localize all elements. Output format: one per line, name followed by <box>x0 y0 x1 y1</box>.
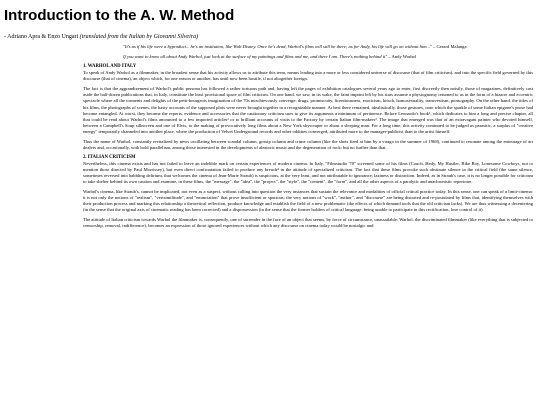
byline-authors: - Adriano Apra & Enzo Ungari <box>4 34 79 40</box>
paragraph: The fact is that the aggrandizement of Warhol's public persona has followed a rather tortuous path and, having left the pages of exhibition catalogues several years ago to enter, first discreetly then noisily, those of magazines, definitively cast aside the half-dozen publications that, in Italy, constitute the least provisional space of film criticism. On one hand, we saw, in its wake, the faint imprint left by his stars assume a physiognomy returned to us in the form of a bizarre and eccentric spectacle where all the torments and delights of the petit-bourgeois imagination of the 70s mischievously converge: drugs, promiscuity, licentiousness, exoticism, kitsch, homosexuality, transvestism, pornography. On the other hand, the titles of his films, the photographs of scenes, the hasty accounts of the supposed plots were never brought together in a recognizable manner. At best there remained, idealistically, those gestures, onto which the sparkle of some Italian epigone's prose had become entangled. At worst, they became the reports, evidence and accessories that the cautionary criticism uses to give its arguments a minimum of pertinence. Before Leonardo's book¹, which dedicates to him a long and precise chapter, all that could be read about Warhol's films amounted to a few imported articles² or to brilliant accounts of visits to the Factory by certain Italian film-makers³. The image that emerged was that of an extravagant painter who devoted himself, between a Campbell's Soup silkscreen and one of Elvis, to the making of provocatively long films about a New York skyscraper or about a sleeping man. For a long time, this activity continued to be judged as parasitic, a surplus of "creative energy" temporarily channeled into another place, where the production of Velvet Underground records and other oddities converged, attributed more to the manager-publicist than to the artist himself. <box>83 86 533 134</box>
paragraph: Nevertheless, this cinema exists and has not failed to leave an indelible mark on certain experiences of modern cinema. In Italy, "Filmstudio '70" screened some of his films (Couch, Hedy, My Hustler, Bike Boy, Lonesome Cowboys, not to mention those directed by Paul Morrissey), but even direct confrontation failed to produce any breach⁴ in the attitude of specialized criticism. The fact that these films provoke such obstinate silence in the critical field (the same silence, sometimes reversed into babbling delirium, that welcomes the cinema of Jean-Marie Straub) is suspicious, at the very least, and not attributable to ignorance, laziness or distraction. Indeed, as in Straub's case, it is no longer possible for criticism to take shelter behind its own caution and examine, in these films, the "message", the "idea", the "project", the "style", the "content", the "form", and all the other aspects of a paralytic and anachronistic repertoire. <box>83 161 533 185</box>
epigraph-quote: "It's as if his life were a byproduct... he's an institution, like Walt Disney. Once he's dead, Warhol's films will still be there; as for Andy, his life will go on without him..." <box>123 44 432 49</box>
epigraph-source: – Andy Warhol <box>388 54 417 60</box>
section-heading: 2. ITALIAN CRITICISM <box>83 154 136 160</box>
article-body <box>83 44 533 234</box>
paragraph: To speak of Andy Warhol as a filmmaker, in the broadest sense that his activity allows us to attribute this term, means leading into a more or less considered universe of discourse (that of film criticism), and into the specific field governed by this discourse (that of cinema), an object which, for one reason or another, has until now been hostile, if not altogether foreign. <box>83 70 533 82</box>
epigraph <box>123 54 533 60</box>
paragraph: Warhol's cinema, like Straub's, cannot be implicated, not even as a suspect, without calling into question the very instances that sustain the relevance and modalities of official critical practice today. In this sense, one can speak of a limit-cinema: it is not only the notions of "realism", "verisimilitude", and "enunciation" that prove insufficient or spurious; the very notions of "work", "author", and "discourse" are being distorted and re-postulated by films that, identifying themselves with their production process and marking this relationship a theoretical reflection, produce knowledge and establish the field of a new problematic (the effects of which demand tools that the old criticism lacks). We are thus witnessing a decentering (in the sense that the original axis of cinematic reading has been corrected) and a dispossession (in the sense that the former holders of critical language, being unable to participate in this rectification, lose control of it). <box>83 189 533 213</box>
byline-translation: (translated from the Italian by Giovanni Silveira) <box>79 34 199 40</box>
byline <box>4 33 198 41</box>
page-title: Introduction to the A. W. Method <box>4 7 235 24</box>
section-heading: 1. WARHOL AND ITALY <box>83 64 137 70</box>
epigraph-source: – Gerard Malanga <box>433 44 467 49</box>
epigraph <box>123 44 533 50</box>
paragraph: Thus the name of Warhol, constantly revitalized by news oscillating between scandal column, gossip column and crime column (like the shots fired at him by a virago in the summer of 1968), continued to resonate among the entourage of art dealers and, occasionally, with bold parallelism, among those interested in the developments of aleatoric music and the degeneration of rock; but no further than that. <box>83 138 533 150</box>
paragraph: The attitude of Italian criticism towards Warhol the filmmaker is, consequently, one of surrender in the face of an object that seems, by force of circumstance, unassailable: Warhol, the discriminated filmmaker (like everything that is subjected to censorship, removal, indifference), becomes an expression of those ignored experiences without which any discourse on cinema today would be nostalgic and <box>83 217 533 229</box>
epigraph-quote: If you want to know all about Andy Warhol, just look at the surface of my paintings and films and me, and there I am. There's nothing behind it" <box>123 54 388 60</box>
